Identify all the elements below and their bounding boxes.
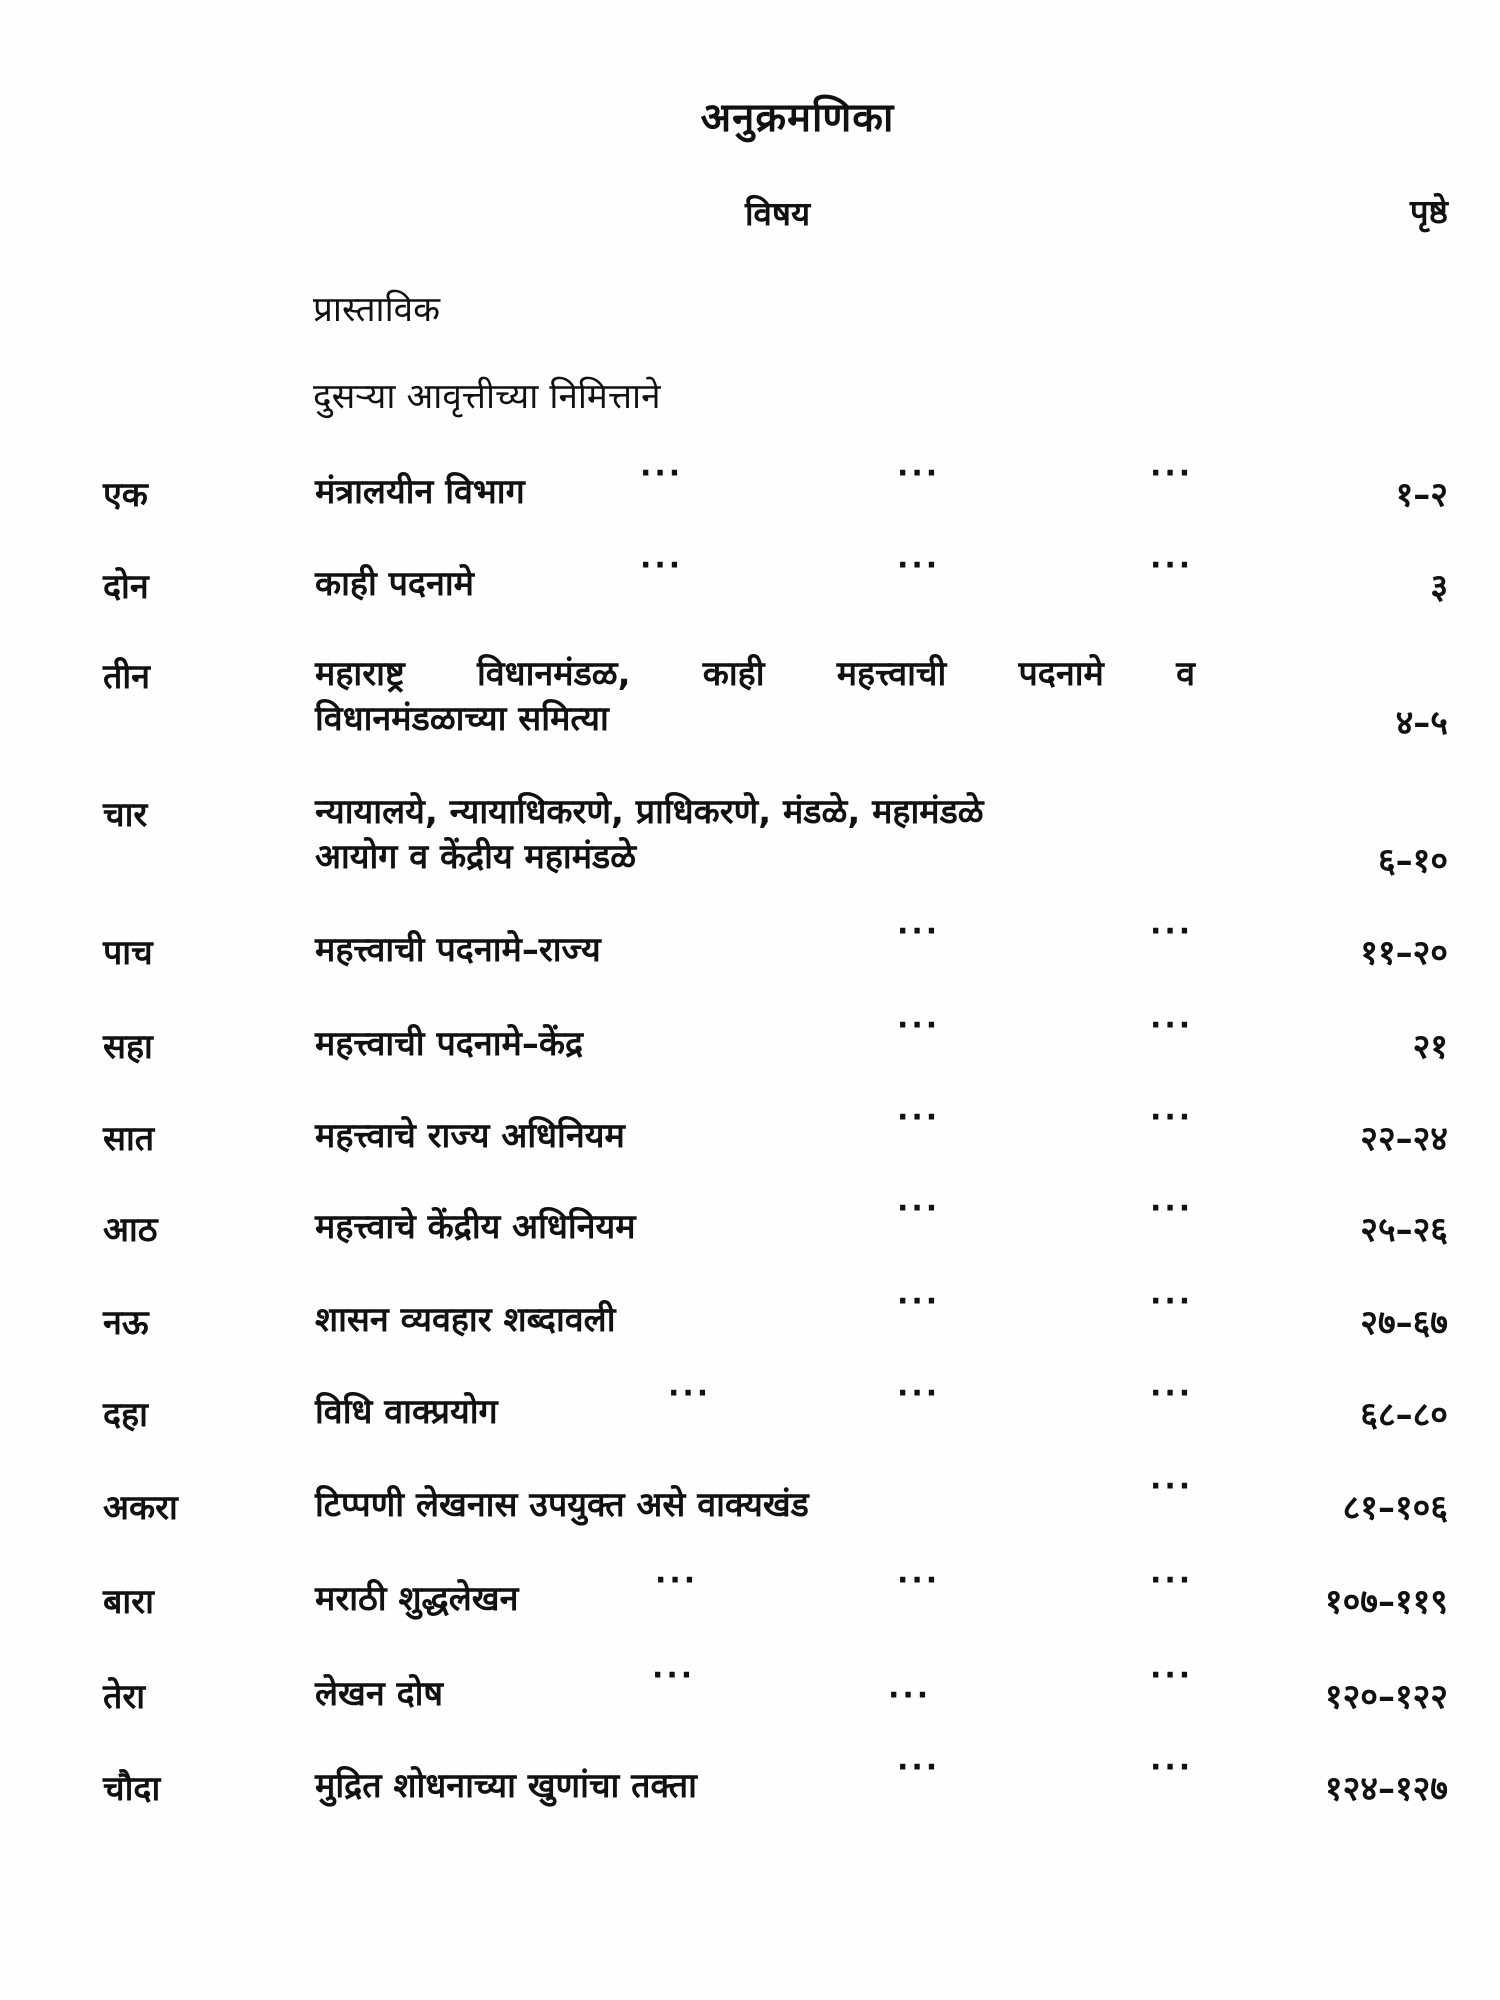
entry-pages: २१ <box>1412 1027 1448 1067</box>
leader-dots: ··· <box>640 456 684 491</box>
leader-dots: ··· <box>897 914 941 949</box>
leader-dots: ··· <box>668 1376 712 1411</box>
entry-pages: ४–५ <box>1395 703 1448 743</box>
leader-dots: ··· <box>1150 1100 1194 1135</box>
entry-number: चार <box>103 795 148 835</box>
leader-dots: ··· <box>1150 1008 1194 1043</box>
entry-title-line: महत्त्वाची पदनामे–राज्य <box>315 930 601 970</box>
entry-title-line: मंत्रालयीन विभाग <box>315 472 525 512</box>
entry-title <box>315 790 1195 880</box>
entry-title <box>315 1483 809 1528</box>
entry-pages: ८१–१०६ <box>1342 1488 1448 1528</box>
entry-pages: ३ <box>1430 567 1448 607</box>
leader-dots: ··· <box>1150 1284 1194 1319</box>
leader-dots: ··· <box>1150 1750 1194 1785</box>
entry-title <box>315 1764 697 1809</box>
leader-dots: ··· <box>897 1284 941 1319</box>
entry-title-line: शासन व्यवहार शब्दावली <box>315 1300 616 1340</box>
leader-dots: ··· <box>1150 914 1194 949</box>
pages-column-heading: पृष्ठे <box>1409 192 1448 231</box>
entry-pages: ६८–८० <box>1360 1395 1448 1435</box>
entry-title <box>315 470 525 515</box>
entry-number: बारा <box>103 1582 154 1622</box>
leader-dots: ··· <box>897 1563 941 1598</box>
leader-dots: ··· <box>897 456 941 491</box>
leader-dots: ··· <box>1150 1469 1194 1504</box>
entry-title <box>315 1022 583 1067</box>
entry-pages: १२०–१२२ <box>1324 1677 1448 1717</box>
leader-dots: ··· <box>897 1008 941 1043</box>
entry-number: नऊ <box>103 1303 149 1343</box>
entry-number: चौदा <box>103 1769 161 1809</box>
entry-number: सात <box>103 1119 155 1159</box>
page-title: अनुक्रमणिका <box>700 95 895 141</box>
entry-title-line: महत्त्वाचे केंद्रीय अधिनियम <box>315 1207 636 1247</box>
leader-dots: ··· <box>1150 1658 1194 1693</box>
entry-title <box>315 1205 636 1250</box>
entry-number: पाच <box>103 933 153 973</box>
entry-title-line: मुद्रित शोधनाच्या खुणांचा तक्ता <box>315 1766 697 1806</box>
entry-title-line: महत्त्वाची पदनामे–केंद्र <box>315 1024 583 1064</box>
entry-pages: ६–१० <box>1377 841 1448 881</box>
leader-dots: ··· <box>1150 1376 1194 1411</box>
entry-pages: २२–२४ <box>1360 1119 1448 1159</box>
entry-title <box>315 1577 518 1622</box>
entry-pages: २७–६७ <box>1360 1303 1448 1343</box>
entry-number: दहा <box>103 1395 148 1435</box>
leader-dots: ··· <box>1150 1191 1194 1226</box>
entry-title-line: लेखन दोष <box>315 1674 444 1714</box>
leader-dots: ··· <box>897 548 941 583</box>
leader-dots: ··· <box>1150 1563 1194 1598</box>
entry-pages: १२४–१२७ <box>1324 1769 1448 1809</box>
intro-item-preface: प्रास्ताविक <box>313 290 441 330</box>
entry-title-line: विधि वाक्प्रयोग <box>315 1392 498 1432</box>
leader-dots: ··· <box>655 1563 699 1598</box>
leader-dots: ··· <box>897 1750 941 1785</box>
entry-number: एक <box>103 475 148 515</box>
entry-number: तीन <box>103 657 151 697</box>
entry-number: अकरा <box>103 1488 178 1528</box>
entry-title-line: आयोग व केंद्रीय महामंडळे <box>315 836 637 877</box>
leader-dots: ··· <box>1150 456 1194 491</box>
entry-title <box>315 652 1195 742</box>
entry-title-line: महाराष्ट्र विधानमंडळ, काही महत्त्वाची पदनामे व <box>315 654 1195 694</box>
leader-dots: ··· <box>888 1678 932 1713</box>
entry-title-line: न्यायालये, न्यायाधिकरणे, प्राधिकरणे, मंडळे, महामंडळे <box>315 792 984 832</box>
entry-title-line: विधानमंडळाच्या समित्या <box>315 698 609 739</box>
entry-number: तेरा <box>103 1677 146 1717</box>
leader-dots: ··· <box>652 1658 696 1693</box>
entry-pages: १–२ <box>1395 475 1448 515</box>
entry-pages: ११–२० <box>1360 933 1448 973</box>
entry-number: आठ <box>103 1210 158 1250</box>
entry-title <box>315 562 474 607</box>
entry-title <box>315 1298 616 1343</box>
leader-dots: ··· <box>897 1100 941 1135</box>
entry-title-line: टिप्पणी लेखनास उपयुक्त असे वाक्यखंड <box>315 1485 809 1525</box>
entry-number: सहा <box>103 1027 153 1067</box>
entry-pages: १०७–११९ <box>1324 1582 1448 1622</box>
leader-dots: ··· <box>640 548 684 583</box>
entry-title <box>315 1114 625 1159</box>
entry-title-line: महत्त्वाचे राज्य अधिनियम <box>315 1116 625 1156</box>
entry-number: दोन <box>103 567 149 607</box>
leader-dots: ··· <box>897 1376 941 1411</box>
entry-title <box>315 928 601 973</box>
entry-title <box>315 1672 443 1717</box>
leader-dots: ··· <box>1150 548 1194 583</box>
entry-title-line: काही पदनामे <box>315 564 474 604</box>
intro-item-second-edition: दुसऱ्या आवृत्तीच्या निमित्ताने <box>313 377 661 417</box>
entry-pages: २५–२६ <box>1360 1210 1448 1250</box>
subject-column-heading: विषय <box>745 194 811 233</box>
leader-dots: ··· <box>897 1191 941 1226</box>
entry-title-line: मराठी शुद्धलेखन <box>315 1579 519 1619</box>
entry-title <box>315 1390 498 1435</box>
